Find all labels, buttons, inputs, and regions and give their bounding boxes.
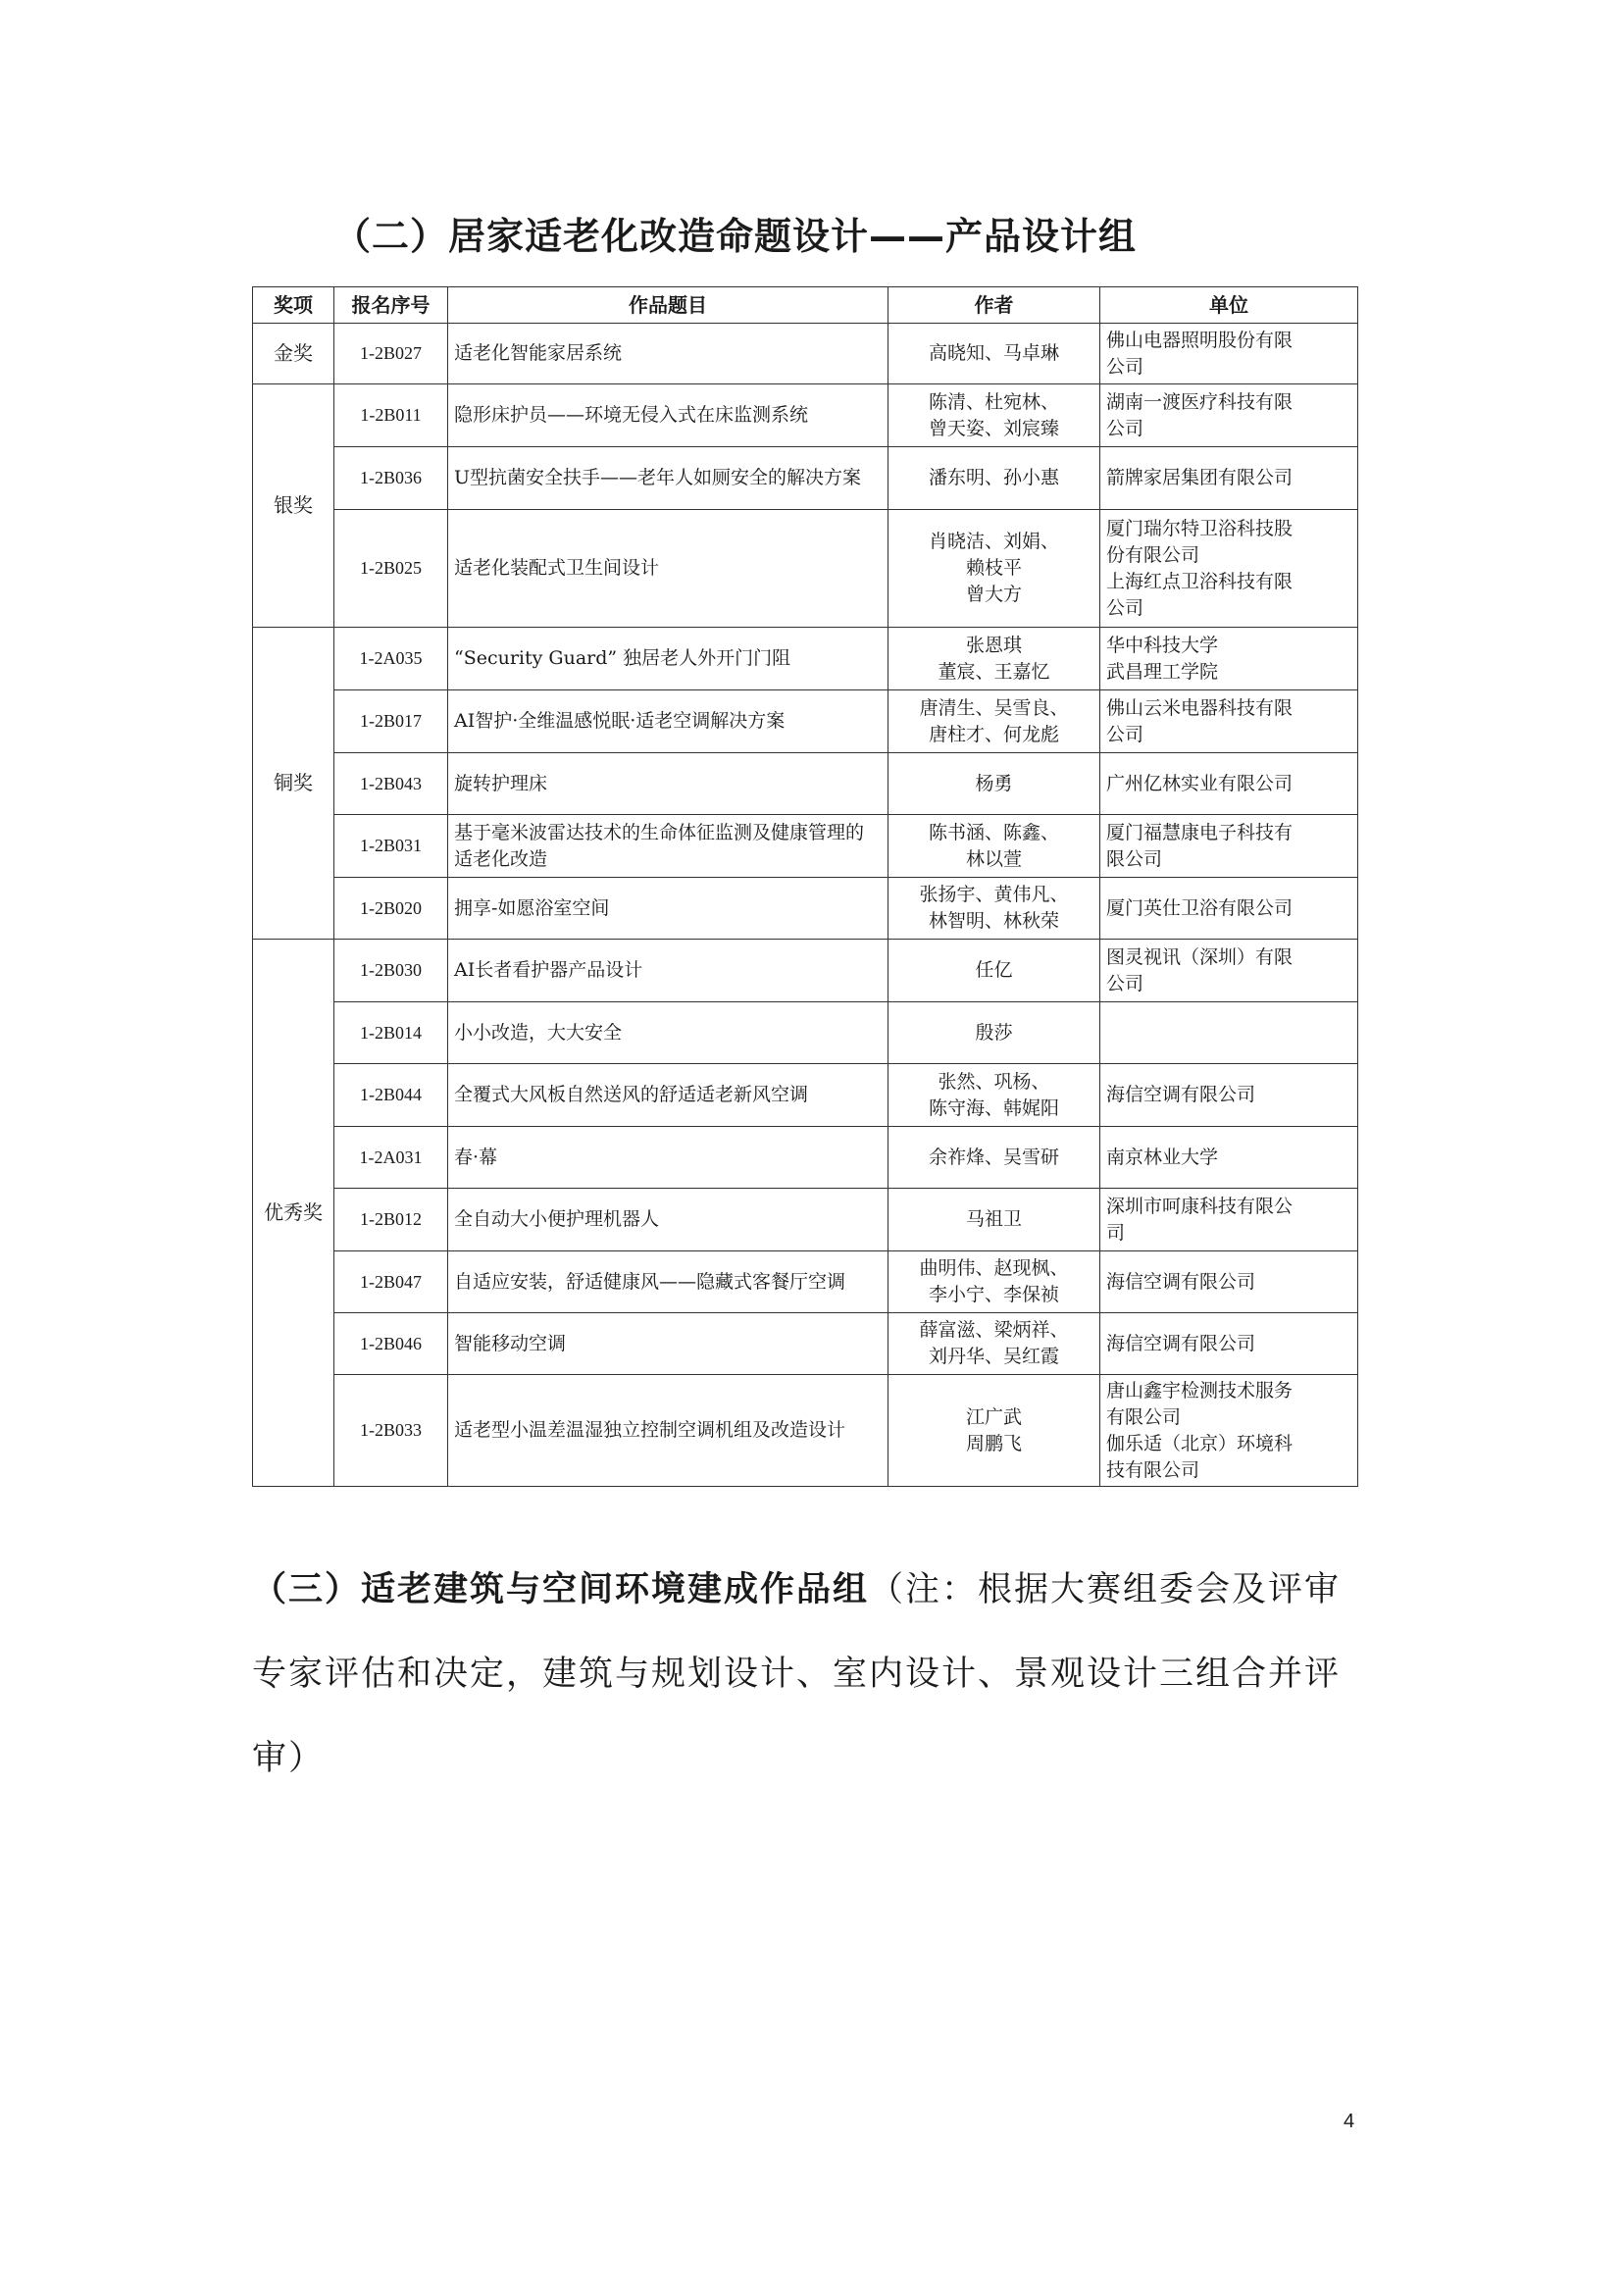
- unit-line: 海信空调有限公司: [1106, 1332, 1256, 1354]
- work-title-cell: 适老化智能家居系统: [448, 324, 888, 384]
- unit-cell: [1100, 878, 1358, 940]
- unit-cell: [1100, 1251, 1358, 1313]
- author-line: 张恩琪: [965, 634, 1022, 656]
- unit-cell: [1100, 1064, 1358, 1127]
- unit-line: 武昌理工学院: [1106, 660, 1219, 683]
- unit-line: 厦门英仕卫浴有限公司: [1106, 896, 1294, 919]
- awards-table: [252, 286, 1358, 1487]
- author-line: 任亿: [975, 959, 1013, 981]
- table-row: [253, 1189, 1358, 1251]
- work-title-cell: U型抗菌安全扶手——老年人如厕安全的解决方案: [448, 447, 888, 510]
- author-line: 刘丹华、吴红霞: [928, 1346, 1059, 1367]
- entry-code-cell: 1-2B017: [334, 690, 448, 753]
- author-line: 殷莎: [975, 1021, 1013, 1044]
- unit-cell: [1100, 815, 1358, 878]
- unit-line: 佛山电器照明股份有限: [1106, 329, 1294, 351]
- unit-line: 海信空调有限公司: [1106, 1084, 1256, 1105]
- table-row: [253, 815, 1358, 878]
- authors-cell: [888, 324, 1100, 384]
- table-row: [253, 1064, 1358, 1127]
- authors-cell: [888, 447, 1100, 510]
- unit-line: 佛山云米电器科技有限: [1106, 696, 1294, 719]
- author-line: 林以萱: [965, 847, 1022, 870]
- table-row: [253, 940, 1358, 1002]
- authors-cell: [888, 1127, 1100, 1189]
- author-line: 张扬宇、黄伟凡、: [919, 884, 1069, 905]
- authors-cell: [888, 1189, 1100, 1251]
- author-line: 肖晓洁、刘娟、: [928, 531, 1059, 552]
- author-line: 曾大方: [965, 584, 1022, 605]
- award-cell: 银奖: [253, 384, 334, 628]
- unit-line: 公司: [1106, 723, 1144, 745]
- author-line: 陈清、杜宛林、: [928, 390, 1059, 413]
- author-line: 马祖卫: [965, 1208, 1022, 1230]
- author-line: 周鹏飞: [965, 1432, 1022, 1454]
- author-line: 薛富滋、梁炳祥、: [919, 1319, 1069, 1341]
- entry-code-cell: 1-2B047: [334, 1251, 448, 1313]
- entry-code-cell: 1-2A035: [334, 628, 448, 690]
- section3-heading: （三）适老建筑与空间环境建成作品组: [252, 1570, 870, 1609]
- work-title-cell: “Security Guard” 独居老人外开门门阻: [448, 628, 888, 690]
- award-cell: 铜奖: [253, 628, 334, 940]
- table-row: [253, 753, 1358, 815]
- entry-code-cell: 1-2B036: [334, 447, 448, 510]
- table-row: [253, 628, 1358, 690]
- header-authors: 作者: [888, 287, 1100, 324]
- authors-cell: [888, 1375, 1100, 1487]
- section3-paragraph: [252, 1548, 1370, 1801]
- author-line: 陈守海、韩娓阳: [928, 1096, 1059, 1119]
- unit-line: 公司: [1106, 596, 1144, 619]
- author-line: 唐清生、吴雪良、: [919, 696, 1069, 719]
- authors-cell: [888, 1313, 1100, 1375]
- author-line: 江广武: [965, 1405, 1022, 1428]
- work-title-cell: 全自动大小便护理机器人: [448, 1189, 888, 1251]
- entry-code-cell: 1-2A031: [334, 1127, 448, 1189]
- work-title-cell: AI长者看护器产品设计: [448, 940, 888, 1002]
- unit-cell: [1100, 384, 1358, 447]
- table-row: [253, 447, 1358, 510]
- unit-cell: [1100, 1189, 1358, 1251]
- unit-cell: [1100, 1002, 1358, 1064]
- author-line: 曲明伟、赵现枫、: [919, 1257, 1069, 1279]
- unit-line: 厦门瑞尔特卫浴科技股: [1106, 517, 1294, 539]
- authors-cell: [888, 1002, 1100, 1064]
- entry-code-cell: 1-2B030: [334, 940, 448, 1002]
- unit-cell: [1100, 940, 1358, 1002]
- entry-code-cell: 1-2B014: [334, 1002, 448, 1064]
- unit-line: 司: [1106, 1221, 1126, 1244]
- unit-cell: [1100, 1375, 1358, 1487]
- entry-code-cell: 1-2B044: [334, 1064, 448, 1127]
- table-row: [253, 1251, 1358, 1313]
- work-title-cell: 基于毫米波雷达技术的生命体征监测及健康管理的适老化改造: [448, 815, 888, 878]
- author-line: 余祚烽、吴雪研: [928, 1146, 1059, 1168]
- authors-cell: [888, 690, 1100, 753]
- unit-line: 有限公司: [1106, 1405, 1182, 1428]
- authors-cell: [888, 628, 1100, 690]
- entry-code-cell: 1-2B046: [334, 1313, 448, 1375]
- unit-line: 唐山鑫宇检测技术服务: [1106, 1379, 1294, 1402]
- unit-line: 份有限公司: [1106, 543, 1200, 566]
- table-row: [253, 1313, 1358, 1375]
- table-header-row: [253, 287, 1358, 324]
- entry-code-cell: 1-2B033: [334, 1375, 448, 1487]
- author-line: 赖枝平: [965, 557, 1022, 579]
- unit-cell: [1100, 753, 1358, 815]
- author-line: 林智明、林秋荣: [928, 910, 1059, 932]
- unit-line: 海信空调有限公司: [1106, 1270, 1256, 1293]
- unit-line: 公司: [1106, 417, 1144, 439]
- unit-cell: [1100, 690, 1358, 753]
- authors-cell: [888, 815, 1100, 878]
- work-title-cell: 小小改造，大大安全: [448, 1002, 888, 1064]
- author-line: 李小宁、李保祯: [928, 1284, 1059, 1305]
- work-title-cell: 春·幕: [448, 1127, 888, 1189]
- unit-line: 图灵视讯（深圳）有限: [1106, 945, 1294, 968]
- work-title-cell: AI智护·全维温感悦眠·适老空调解决方案: [448, 690, 888, 753]
- table-row: [253, 1002, 1358, 1064]
- table-row: [253, 878, 1358, 940]
- unit-line: 公司: [1106, 972, 1144, 994]
- author-line: 张然、巩杨、: [938, 1070, 1050, 1093]
- unit-cell: [1100, 510, 1358, 628]
- section3-note: （注：根据大赛组委会及评审专家评估和决定，建筑与规划设计、室内设计、景观设计三组合并评审）: [252, 1570, 1342, 1778]
- work-title-cell: 隐形床护员——环境无侵入式在床监测系统: [448, 384, 888, 447]
- unit-line: 上海红点卫浴科技有限: [1106, 570, 1294, 592]
- unit-line: 华中科技大学: [1106, 634, 1219, 656]
- entry-code-cell: 1-2B012: [334, 1189, 448, 1251]
- author-line: 曾天姿、刘宸臻: [928, 417, 1059, 439]
- author-line: 董宸、王嘉忆: [938, 660, 1050, 683]
- unit-line: 南京林业大学: [1106, 1146, 1219, 1168]
- table-row: [253, 384, 1358, 447]
- unit-line: 伽乐适（北京）环境科: [1106, 1432, 1294, 1454]
- unit-line: 湖南一渡医疗科技有限: [1106, 390, 1294, 413]
- unit-line: 箭牌家居集团有限公司: [1106, 467, 1294, 488]
- unit-cell: [1100, 1127, 1358, 1189]
- header-award: 奖项: [253, 287, 334, 324]
- unit-line: 厦门福慧康电子科技有: [1106, 821, 1294, 843]
- work-title-cell: 旋转护理床: [448, 753, 888, 815]
- entry-code-cell: 1-2B020: [334, 878, 448, 940]
- table-row: [253, 1375, 1358, 1487]
- author-line: 潘东明、孙小惠: [928, 467, 1059, 488]
- award-cell: 优秀奖: [253, 940, 334, 1487]
- entry-code-cell: 1-2B031: [334, 815, 448, 878]
- table-row: [253, 690, 1358, 753]
- work-title-cell: 自适应安装，舒适健康风——隐藏式客餐厅空调: [448, 1251, 888, 1313]
- entry-code-cell: 1-2B011: [334, 384, 448, 447]
- authors-cell: [888, 510, 1100, 628]
- page-number: 4: [1344, 2111, 1355, 2132]
- entry-code-cell: 1-2B027: [334, 324, 448, 384]
- table-row: [253, 1127, 1358, 1189]
- unit-line: 限公司: [1106, 847, 1163, 870]
- unit-line: 深圳市呵康科技有限公: [1106, 1195, 1294, 1217]
- table-row: [253, 324, 1358, 384]
- work-title-cell: 拥享-如愿浴室空间: [448, 878, 888, 940]
- unit-line: 广州亿林实业有限公司: [1106, 772, 1294, 794]
- work-title-cell: 适老型小温差温湿独立控制空调机组及改造设计: [448, 1375, 888, 1487]
- entry-code-cell: 1-2B025: [334, 510, 448, 628]
- work-title-cell: 适老化装配式卫生间设计: [448, 510, 888, 628]
- work-title-cell: 全覆式大风板自然送风的舒适适老新风空调: [448, 1064, 888, 1127]
- author-line: 杨勇: [975, 772, 1013, 794]
- entry-code-cell: 1-2B043: [334, 753, 448, 815]
- header-title: 作品题目: [448, 287, 888, 324]
- award-cell: 金奖: [253, 324, 334, 384]
- section-heading: （二）居家适老化改造命题设计——产品设计组: [333, 215, 1138, 258]
- authors-cell: [888, 1064, 1100, 1127]
- authors-cell: [888, 384, 1100, 447]
- unit-line: 公司: [1106, 355, 1144, 378]
- unit-cell: [1100, 324, 1358, 384]
- author-line: 高晓知、马卓琳: [928, 342, 1059, 364]
- table-row: [253, 510, 1358, 628]
- unit-line: 技有限公司: [1106, 1458, 1200, 1481]
- author-line: 陈书涵、陈鑫、: [928, 821, 1059, 843]
- header-code: 报名序号: [334, 287, 448, 324]
- unit-cell: [1100, 628, 1358, 690]
- authors-cell: [888, 753, 1100, 815]
- authors-cell: [888, 1251, 1100, 1313]
- authors-cell: [888, 878, 1100, 940]
- unit-cell: [1100, 1313, 1358, 1375]
- work-title-cell: 智能移动空调: [448, 1313, 888, 1375]
- unit-cell: [1100, 447, 1358, 510]
- authors-cell: [888, 940, 1100, 1002]
- header-unit: 单位: [1100, 287, 1358, 324]
- author-line: 唐柱才、何龙彪: [928, 723, 1059, 745]
